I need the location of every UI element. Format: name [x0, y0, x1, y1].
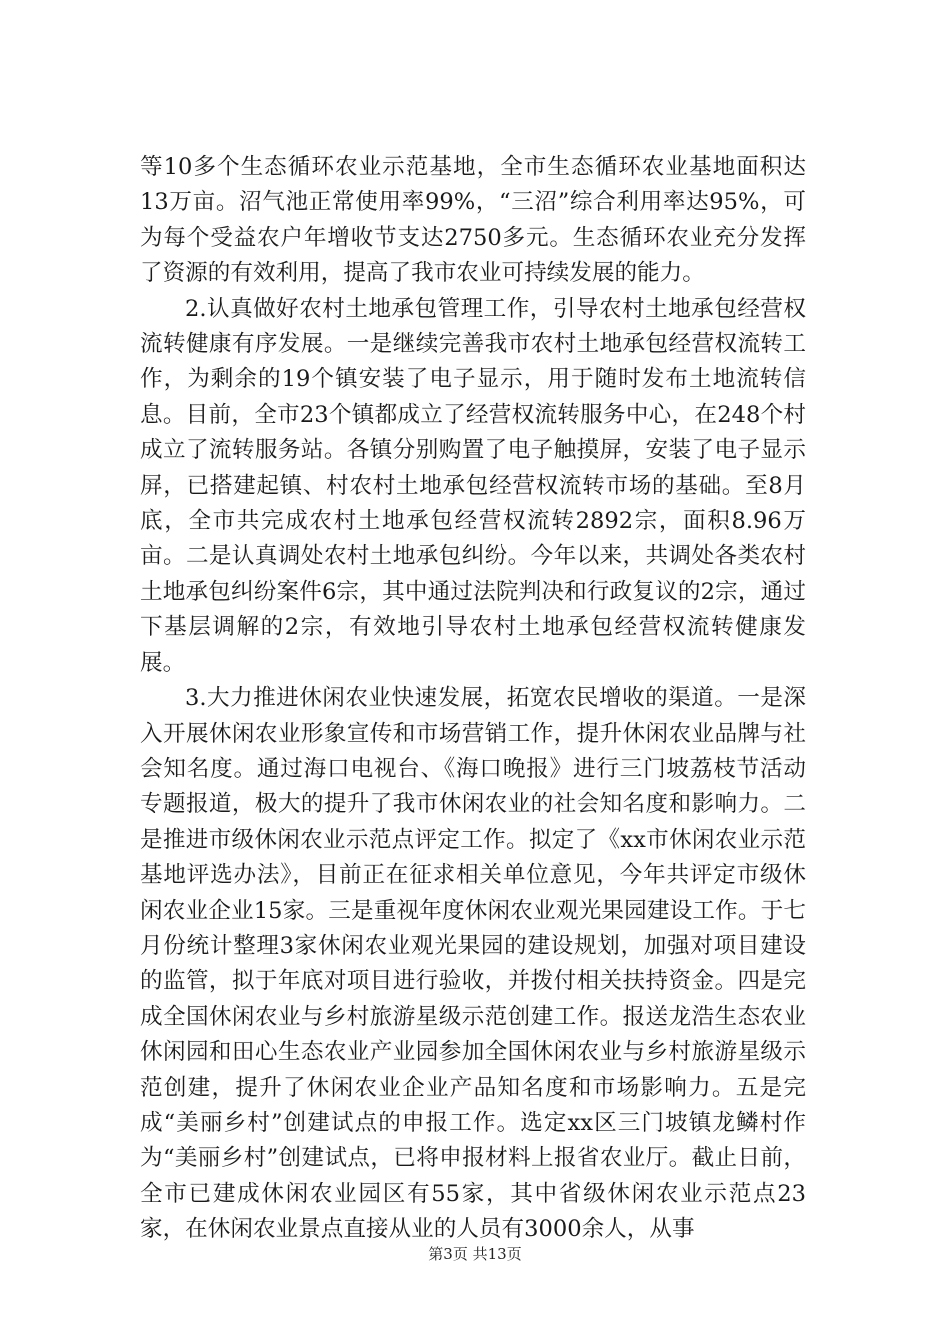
paragraph-land-contract: 2.认真做好农村土地承包管理工作，引导农村土地承包经营权流转健康有序发展。一是继续完善我市农村土地承包经营权流转工作，为剩余的19个镇安装了电子显示，用于随时发布土地流转信息。目前，全市23个镇都成立了经营权流转服务中心，在248个村成立了流转服务站。各镇分别购置了电子触摸屏，安装了电子显示屏，已搭建起镇、村农村土地承包经营权流转市场的基础。至8月底，全市共完成农村土地承包经营权流转2892宗，面积8.96万亩。二是认真调处农村土地承包纠纷。今年以来，共调处各类农村土地承包纠纷案件6宗，其中通过法院判决和行政复议的2宗，通过下基层调解的2宗，有效地引导农村土地承包经营权流转健康发展。: [140, 295, 806, 676]
paragraph-continuation: 等10多个生态循环农业示范基地，全市生态循环农业基地面积达13万亩。沼气池正常使用率99%，“三沼”综合利用率达95%，可为每个受益农户年增收节支达2750多元。生态循环农业充分发挥了资源的有效利用，提高了我市农业可持续发展的能力。: [140, 154, 806, 287]
document-body: [140, 150, 806, 1248]
paragraph-leisure-agriculture: 3.大力推进休闲农业快速发展，拓宽农民增收的渠道。一是深入开展休闲农业形象宣传和市场营销工作，提升休闲农业品牌与社会知名度。通过海口电视台、《海口晚报》进行三门坡荔枝节活动专题报道，极大的提升了我市休闲农业的社会知名度和影响力。二是推进市级休闲农业示范点评定工作。拟定了《xx市休闲农业示范基地评选办法》，目前正在征求相关单位意见，今年共评定市级休闲农业企业15家。三是重视年度休闲农业观光果园建设工作。于七月份统计整理3家休闲农业观光果园的建设规划，加强对项目建设的监管，拟于年底对项目进行验收，并拨付相关扶持资金。四是完成全国休闲农业与乡村旅游星级示范创建工作。报送龙浩生态农业休闲园和田心生态农业产业园参加全国休闲农业与乡村旅游星级示范创建，提升了休闲农业企业产品知名度和市场影响力。五是完成“美丽乡村”创建试点的申报工作。选定xx区三门坡镇龙鳞村作为“美丽乡村”创建试点，已将申报材料上报省农业厅。截止日前，全市已建成休闲农业园区有55家，其中省级休闲农业示范点23家，在休闲农业景点直接从业的人员有3000余人，从事: [140, 685, 806, 1243]
page-number-footer: 第3页 共13页: [428, 1245, 522, 1263]
